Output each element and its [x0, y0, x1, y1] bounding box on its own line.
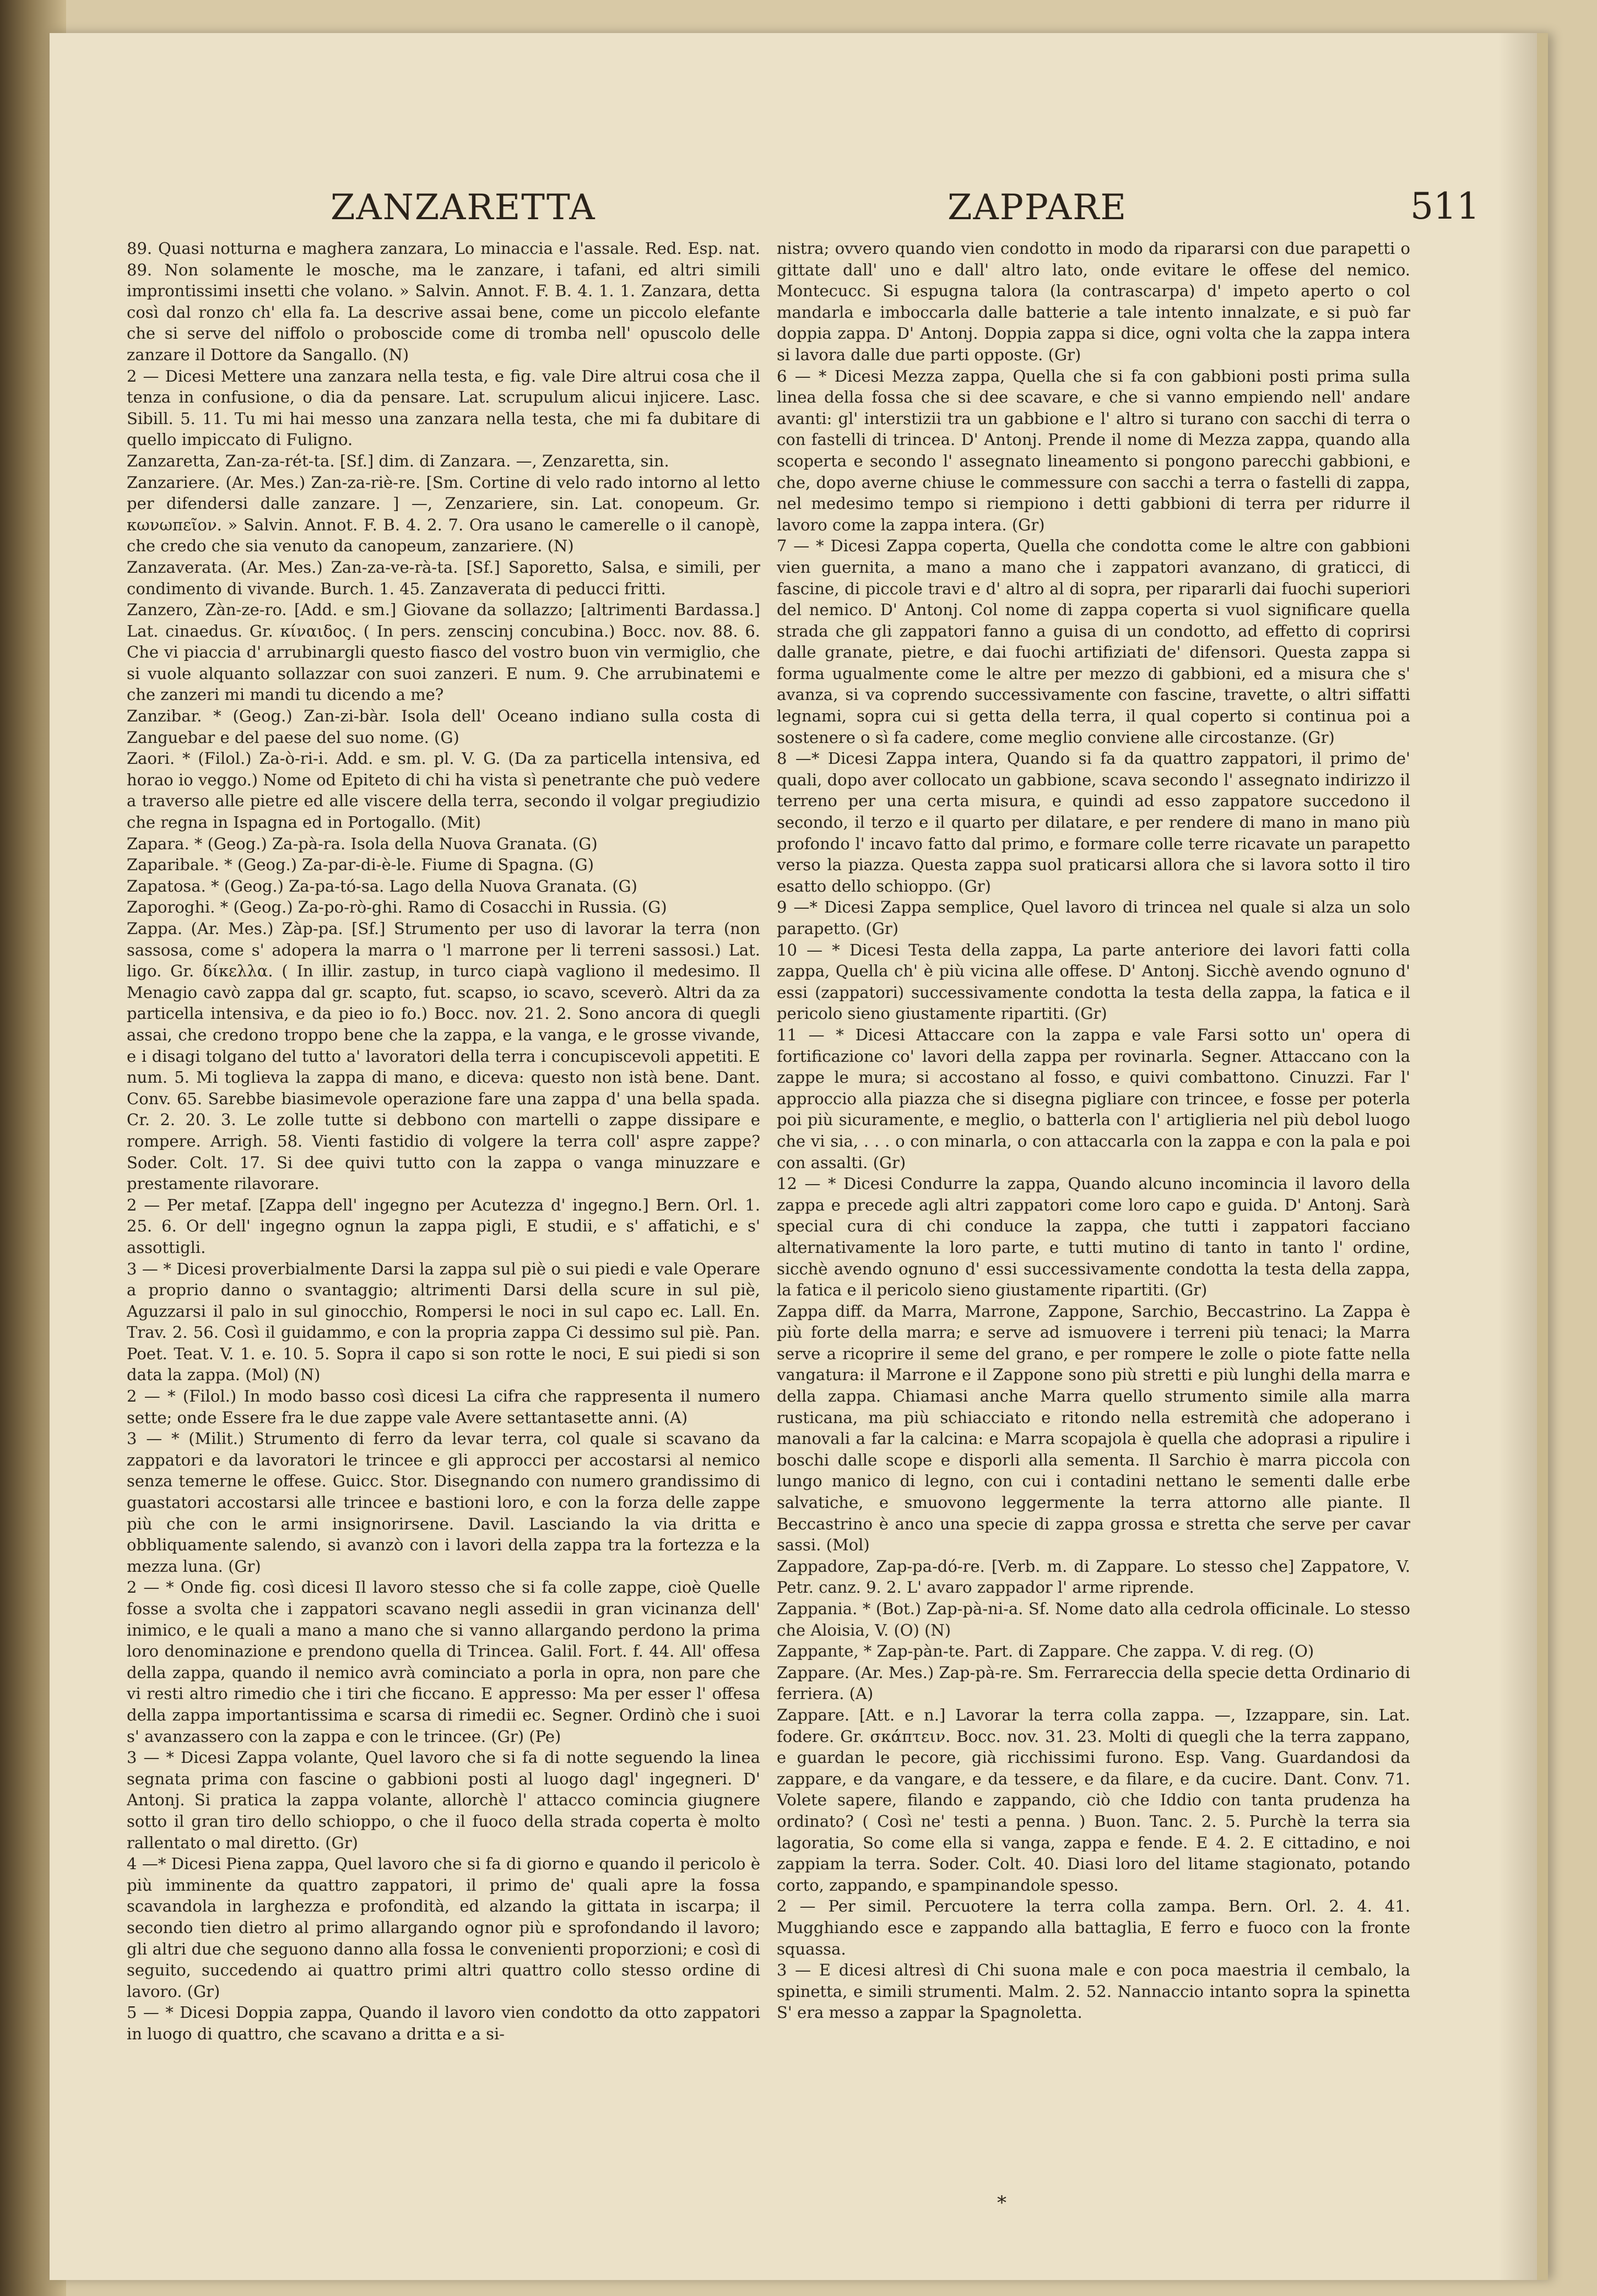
entry-paragraph: 3 — E dicesi altresì di Chi suona male e con poca maestria il cembalo, la spinetta, e simili strumenti. Malm. 2. 52. Nannaccio intanto sopra la spinetta S' era messo a zappar la Spagnoletta. [777, 1961, 1410, 2022]
signature-mark: * [997, 2192, 1006, 2214]
right-running-head: ZAPPARE [948, 187, 1128, 228]
entry-paragraph: Zappare. [Att. e n.] Lavorar la terra colla zappa. —, Izzappare, sin. Lat. fodere. Gr. σκάπτειν. Bocc. nov. 31. 23. Molti di quegli che la terra zappano, e guardan le pecore, già ricchissimi furono. Esp. Vang. Guardandosi da zappare, e da vangare, e da tessere, e da filare, e da cucire. Dant. Conv. 71. Volete sapere, filando e zappando, ciò che Iddio con tanta prudenza ha ordinato? ( Così ne' testi a penna. ) Buon. Tanc. 2. 5. Purchè la terra sia lagoratia, So come ella si vanga, zappa e fende. E 4. 2. E cittadino, e noi zappiam la terra. Soder. Colt. 40. Diasi loro del litame stagionato, potando corto, zappando, e spampinandole spesso. [777, 1705, 1410, 1895]
entry-paragraph: 11 — * Dicesi Attaccare con la zappa e vale Farsi sotto un' opera di fortificazione co' lavori della zappa per rovinarla. Segner. Attaccano con la zappe le mura; si accostano al fosso, e quivi combattono. Cinuzzi. Far l' approccio alla piazza che si disegna pigliare con trincee, e fosse per poterla poi più sicuramente, e meglio, o batterla con l' artiglieria nel più debol luogo che vi sia, . . . o con minarla, o con attaccarla con la zappa e con la pala e poi con assalti. (Gr) [777, 1025, 1410, 1172]
entry-paragraph: Zanzibar. * (Geog.) Zan-zi-bàr. Isola dell' Oceano indiano sulla costa di Zanguebar e del paese del suo nome. (G) [127, 707, 760, 747]
right-column [777, 238, 1410, 2188]
entry-paragraph: Zanzaretta, Zan-za-rét-ta. [Sf.] dim. di Zanzara. —, Zenzaretta, sin. [127, 451, 669, 470]
entry-paragraph: 7 — * Dicesi Zappa coperta, Quella che condotta come le altre con gabbioni vien guernita, a mano a mano che i zappatori avanzano, di graticci, di fascine, di piccole travi e d' altro al di sopra, per ripararli dai fuochi superiori del nemico. D' Antonj. Col nome di zappa coperta si vuol significare quella strada che gli zappatori fanno a guisa di un condotto, ad effetto di coprirsi dalle granate, pietre, e dai fuochi artifiziati de' difensori. Questa zappa si forma ugualmente come le altre per mezzo di gabbioni, ed a misura che s' avanza, si va coprendo successivamente con fascine, travette, o altri siffatti legnami, sopra cui si getta della terra, il qual coperto si continua poi a sostenere o sì fa cadere, come meglio conviene alle circostanze. (Gr) [777, 536, 1410, 747]
dictionary-page [50, 33, 1548, 2280]
entry-paragraph: Zanzero, Zàn-ze-ro. [Add. e sm.] Giovane da sollazzo; [altrimenti Bardassa.] Lat. cinaedus. Gr. κίναιδος. ( In pers. zenscinj concubina.) Bocc. nov. 88. 6. Che vi piaccia d' arrubinargli questo fiasco del vostro buon vin vermiglio, che si vuole alquanto sollazzar con suoi zanzeri. E num. 9. Che arrubinatemi e che zanzeri mi mandi tu dicendo a me? [127, 600, 760, 704]
entry-paragraph: Zapatosa. * (Geog.) Za-pa-tó-sa. Lago della Nuova Granata. (G) [127, 876, 637, 895]
entry-paragraph: Zappare. (Ar. Mes.) Zap-pà-re. Sm. Ferrareccia della specie detta Ordinario di ferriera. (A) [777, 1663, 1410, 1703]
entry-paragraph: 9 —* Dicesi Zappa semplice, Quel lavoro di trincea nel quale si alza un solo parapetto. (Gr) [777, 898, 1410, 938]
entry-paragraph: Zanzaverata. (Ar. Mes.) Zan-za-ve-rà-ta. [Sf.] Saporetto, Salsa, e simili, per condimento di vivande. Burch. 1. 45. Zanzaverata di peducci fritti. [127, 557, 760, 598]
entry-paragraph: Zaporoghi. * (Geog.) Za-po-rò-ghi. Ramo di Cosacchi in Russia. (G) [127, 898, 667, 917]
entry-paragraph: 6 — * Dicesi Mezza zappa, Quella che si fa con gabbioni posti prima sulla linea della fossa che si dee scavare, e che si vanno empiendo nell' andare avanti: gl' interstizii tra un gabbione e l' altro si turano con sacchi di terra o con fastelli di trincea. D' Antonj. Prende il nome di Mezza zappa, quando alla scoperta e secondo l' assegnato lineamento si pongono parecchi gabbioni, e che, dopo averne chiuse le commessure con sacchi a terra o fastelli di zappa, nel medesimo tempo si riempiono i detti gabbioni di terra per ridurre il lavoro come la zappa intera. (Gr) [777, 366, 1410, 534]
entry-paragraph: 2 — Per simil. Percuotere la terra colla zampa. Bern. Orl. 2. 4. 41. Mugghiando esce e zappando alla battaglia, E ferro e fuoco con la fronte squassa. [777, 1897, 1410, 1958]
entry-paragraph: 12 — * Dicesi Condurre la zappa, Quando alcuno incomincia il lavoro della zappa e precede agli altri zappatori come loro capo e guida. D' Antonj. Sarà special cura di chi conduce la zappa, che tutti i zappatori facciano alternativamente la loro parte, e tutti mutino di tanto in tanto l' ordine, sicchè avendo ognuno d' essi successivamente condotta la testa della zappa, la fatica e il pericolo sieno giustamente ripartiti. (Gr) [777, 1174, 1410, 1300]
entry-paragraph: 89. Quasi notturna e maghera zanzara, Lo minaccia e l'assale. Red. Esp. nat. 89. Non solamente le mosche, ma le zanzare, i tafani, ed altri simili improntissimi insetti che volano. » Salvin. Annot. F. B. 4. 1. 1. Zanzara, detta così dal ronzo ch' ella fa. La descrive assai bene, come un piccolo elefante che si serve del niffolo o proboscide come di tromba nell' opuscolo delle zanzare il Dottore da Sangallo. (N) [127, 239, 760, 364]
entry-paragraph: nistra; ovvero quando vien condotto in modo da ripararsi con due parapetti o gittate dall' uno e dall' altro lato, onde evitare le offese del nemico. Montecucc. Si espugna talora (la contrascarpa) d' impeto aperto o col mandarla e imboccarla dalle batterie a tale intento innalzate, e si può far doppia zappa. D' Antonj. Doppia zappa si dice, ogni volta che la zappa intera si lavora dalle due parti opposte. (Gr) [777, 239, 1410, 364]
entry-paragraph: Zanzariere. (Ar. Mes.) Zan-za-riè-re. [Sm. Cortine di velo rado intorno al letto per difendersi dalle zanzare. ] —, Zenzariere, sin. Lat. conopeum. Gr. κωνωπεῖον. » Salvin. Annot. F. B. 4. 2. 7. Ora usano le camerelle o il canopè, che credo che sia venuto da canopeum, zanzariere. (N) [127, 473, 760, 556]
entry-paragraph: 3 — * Dicesi proverbialmente Darsi la zappa sul piè o sui piedi e vale Operare a proprio danno o svantaggio; altrimenti Darsi della scure in sul piè, Aguzzarsi il palo in sul ginocchio, Rompersi le noci in sul capo ec. Lall. En. Trav. 2. 56. Così il guidammo, e con la propria zappa Ci dessimo sul piè. Pan. Poet. Teat. V. 1. e. 10. 5. Sopra il capo si son rotte le noci, E sui piedi si son data la zappa. (Mol) (N) [127, 1259, 760, 1385]
entry-paragraph: 4 —* Dicesi Piena zappa, Quel lavoro che si fa di giorno e quando il pericolo è più imminente da quattro zappatori, il primo de' quali apre la fossa scavandola in larghezza e profondità, ed alzando la gittata in iscarpa; il secondo tien dietro al primo allargando ognor più e sprofondando il lavoro; gli altri due che seguono danno alla fossa le convenienti proporzioni; e così di seguito, succedendo ai quattro primi altri quattro collo stesso ordine di lavoro. (Gr) [127, 1854, 760, 2001]
entry-paragraph: Zappante, * Zap-pàn-te. Part. di Zappare. Che zappa. V. di reg. (O) [777, 1642, 1314, 1661]
entry-paragraph: Zappadore, Zap-pa-dó-re. [Verb. m. di Zappare. Lo stesso che] Zappatore, V. Petr. canz. 9. 2. L' avaro zappador l' arme riprende. [777, 1556, 1410, 1597]
entry-paragraph: Zappania. * (Bot.) Zap-pà-ni-a. Sf. Nome dato alla cedrola officinale. Lo stesso che Aloisia, V. (O) (N) [777, 1599, 1410, 1640]
entry-paragraph: 5 — * Dicesi Doppia zappa, Quando il lavoro vien condotto da otto zappatori in luogo di quattro, che scavano a dritta e a si- [127, 2003, 760, 2043]
page-number: 511 [1410, 185, 1480, 227]
entry-paragraph: 2 — Per metaf. [Zappa dell' ingegno per Acutezza d' ingegno.] Bern. Orl. 1. 25. 6. Or dell' ingegno ognun la zappa pigli, E studii, e s' affatichi, e s' assottigli. [127, 1195, 760, 1257]
left-running-head: ZANZARETTA [331, 187, 596, 228]
entry-paragraph: 3 — * Dicesi Zappa volante, Quel lavoro che si fa di notte seguendo la linea segnata prima con fascine o gabbioni posti al luogo dagl' ingegneri. D' Antonj. Si pratica la zappa volante, allorchè l' attacco comincia giugnere sotto il gran tiro dello schioppo, o che il fuoco della strada coperta è molto rallentato o mal diretto. (Gr) [127, 1748, 760, 1852]
entry-paragraph: 2 — * Onde fig. così dicesi Il lavoro stesso che si fa colle zappe, cioè Quelle fosse a svolta che i zappatori scavano negli assedii in gran vicinanza dell' inimico, e le quali a mano a mano che si vanno allargando perdono la prima loro denominazione e prendono quella di Trincea. Galil. Fort. f. 44. All' offesa della zappa, quando il nemico avrà cominciato a porla in opra, non pare che vi resti altro rimedio che i tiri che ficcano. E appresso: Ma per esser l' offesa della zappa importantissima e scarsa di rimedii ec. Segner. Ordinò che i suoi s' avanzassero con la zappa e con le trincee. (Gr) (Pe) [127, 1578, 760, 1746]
page-header [50, 187, 1537, 231]
entry-paragraph: Zaparibale. * (Geog.) Za-par-di-è-le. Fiume di Spagna. (G) [127, 855, 594, 875]
entry-paragraph: 2 — Dicesi Mettere una zanzara nella testa, e fig. vale Dire altrui cosa che il tenza in confusione, o dia da pensare. Lat. scrupulum alicui injicere. Lasc. Sibill. 5. 11. Tu mi hai messo una zanzara nella testa, che mi fa dubitare di quello impiccato di Fuligno. [127, 366, 760, 449]
entry-paragraph: 2 — * (Filol.) In modo basso così dicesi La cifra che rappresenta il numero sette; onde Essere fra le due zappe vale Avere settantasette anni. (A) [127, 1387, 760, 1427]
entry-paragraph: Zappa diff. da Marra, Marrone, Zappone, Sarchio, Beccastrino. La Zappa è più forte della marra; e serve ad ismuovere i terreni più tenaci; la Marra serve a ricoprire il seme del grano, e per rompere le zolle o piote fatte nella vangatura: il Marrone e il Zappone sono più stretti e più lunghi della marra e della zappa. Chiamasi anche Marra quello strumento simile alla marra rusticana, ma più schiacciato e ritondo nella estremità che adoperano i manovali a far la calcina: e Marra scopajola è quella che adoprasi a ripulire i boschi dalle scope e disporli alla sementa. Il Sarchio è marra piccola con lungo manico di legno, con cui i contadini nettano le sementi dalle erbe salvatiche, e smuovono leggermente la terra attorno alle piante. Il Beccastrino è anco una specie di zappa grossa e stretta che serve per cavar sassi. (Mol) [777, 1301, 1410, 1555]
entry-paragraph: Zaori. * (Filol.) Za-ò-ri-i. Add. e sm. pl. V. G. (Da za particella intensiva, ed horao io veggo.) Nome od Epiteto di chi ha vista sì penetrante che può vedere a traverso alle pietre ed alle viscere della terra, secondo il volgar pregiudizio che regna in Ispagna ed in Portogallo. (Mit) [127, 749, 760, 832]
entry-paragraph: 3 — * (Milit.) Strumento di ferro da levar terra, col quale si scavano da zappatori e da lavoratori le trincee e gli approcci per accostarsi al nemico senza temerne le offese. Guicc. Stor. Disegnando con numero grandissimo di guastatori accostarsi alle trincee e bastioni loro, e con la forza delle zappe più che con le armi insignorirsene. Davil. Lasciando la via dritta e obbliquamente salendo, si avanzò con i lavori della zappa tra la fortezza e la mezza luna. (Gr) [127, 1429, 760, 1576]
entry-paragraph: Zapara. * (Geog.) Za-pà-ra. Isola della Nuova Granata. (G) [127, 834, 598, 853]
entry-paragraph: 8 —* Dicesi Zappa intera, Quando si fa da quattro zappatori, il primo de' quali, dopo aver collocato un gabbione, scava secondo l' assegnato indirizzo il terreno per una certa misura, e quindi ad esso zappatore succedono il secondo, il terzo e il quarto per dilatare, e per rendere di mano in mano più profondo l' incavo fatto dal primo, e formare colle terre ricavate un parapetto verso la piazza. Questa zappa suol praticarsi allora che si lavora sotto il tiro esatto dello schioppo. (Gr) [777, 749, 1410, 895]
left-column [127, 238, 760, 2188]
entry-paragraph: Zappa. (Ar. Mes.) Zàp-pa. [Sf.] Strumento per uso di lavorar la terra (non sassosa, come s' adopera la marra o 'l marrone per li terreni sassosi.) Lat. ligo. Gr. δίκελλα. ( In illir. zastup, in turco ciapà vagliono il medesimo. Il Menagio cavò zappa dal gr. scapto, fut. scapso, io scavo, sceverò. Altri da za particella intensiva, e da pieo io fo.) Bocc. nov. 21. 2. Sono ancora di quegli assai, che credono troppo bene che la zappa, e la vanga, e le grosse vivande, e i disagi tolgano del tutto a' lavoratori della terra i concupiscevoli appetiti. E num. 5. Mi toglieva la zappa di mano, e diceva: questo non istà bene. Dant. Conv. 65. Sarebbe biasimevole operazione fare una zappa d' una bella spada. Cr. 2. 20. 3. Le zolle tutte si debbono con martelli o zappe dissipare e rompere. Arrigh. 58. Vienti fastidio di volgere la terra coll' aspre zappe? Soder. Colt. 17. Si dee quivi tutto con la zappa o vanga minuzzare e prestamente rilavorare. [127, 919, 760, 1193]
entry-paragraph: 10 — * Dicesi Testa della zappa, La parte anteriore dei lavori fatti colla zappa, Quella ch' è più vicina alle offese. D' Antonj. Sicchè avendo ognuno d' essi (zappatori) successivamente condotta la testa della zappa, la fatica e il pericolo sieno giustamente ripartiti. (Gr) [777, 940, 1410, 1023]
